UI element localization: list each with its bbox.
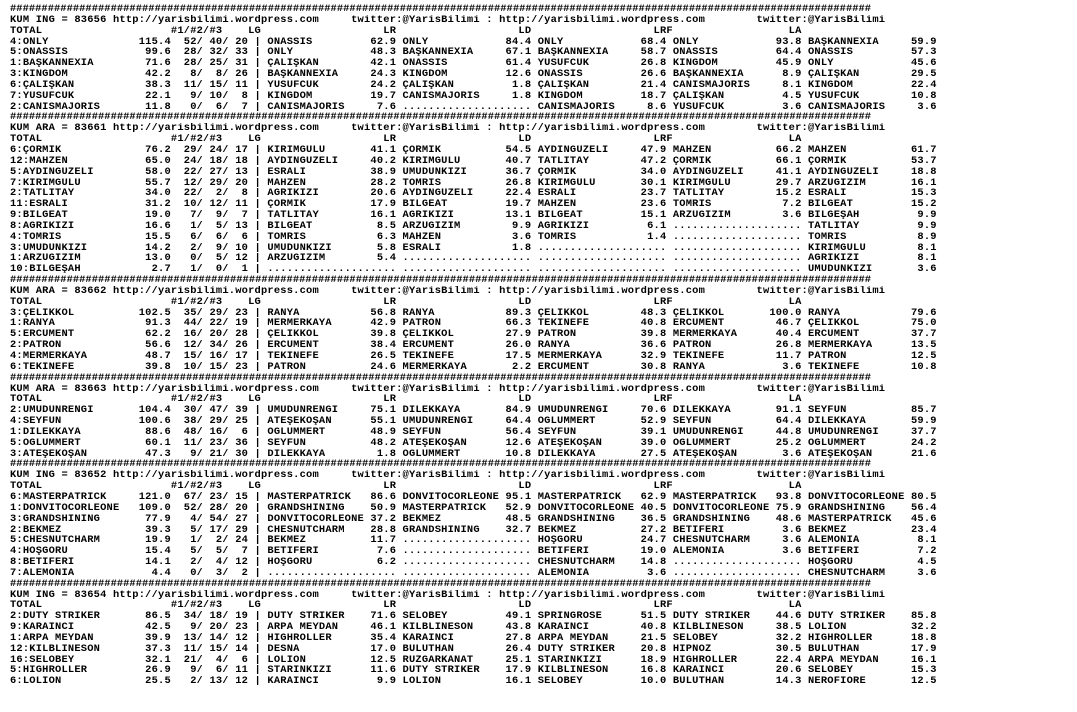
race-header: KUM ARA = 83661 http://yarisbilimi.wordpress.com twitter:@YarisBilimi : http://yarisbilimi.wordpress.com twitter:@YarisBilimi [10,123,886,135]
data-row: 11:ESRALİ 31.2 10/ 12/ 11 | ÇORMİK 17.9 BİLGEAT 19.7 MAHZEN 23.6 TOMRİS 7.2 BİLGEAT 15.2 [10,199,937,211]
separator-line: ######################################################################################################################################### [10,275,872,286]
data-row: 1:ARZUGİZİM 13.0 0/ 5/ 12 | ARZUGİZİM 5.4 .................... .................... .................... AĞRIKIZI 8.1 [10,253,937,265]
data-row: 5:CHESNUTCHARM 19.9 1/ 2/ 24 | BEKMEZ 11.7 .................... HOŞGÖRÜ 24.7 CHESNUTCHARM 3.6 ALEMONIA 8.1 [10,535,937,547]
data-row: 3:UMUDUNKIZI 14.2 2/ 9/ 10 | UMUDUNKIZI 5.8 ESRALİ 1.8 .................... .................... KIRIMGÜLÜ 8.1 [10,242,937,254]
column-header: TOTAL #1/#2/#3 LG LR LD LRF LA [10,481,802,492]
separator-line: ######################################################################################################################################### [10,112,872,124]
column-header: TOTAL #1/#2/#3 LG LR LD LRF LA [10,296,802,308]
data-row: 4:TOMRİS 15.5 6/ 6/ 6 | TOMRİS 6.3 MAHZEN 3.6 TOMRİS 1.4 .................... TOMRİS 8.9 [10,231,937,243]
data-row: 16:SELOBEY 32.1 21/ 4/ 6 | LOLION 12.5 RÜZGARKANAT 25.1 STARINKIZI 18.9 HIGHROLLER 22.4 ARPA MEYDAN 16.1 [10,654,937,666]
data-row: 3:GRANDSHINING 77.9 4/ 54/ 27 | DONVITOCORLEONE 37.2 BEKMEZ 48.5 GRANDSHINING 36.5 GRANDSHINING 48.6 MASTERPATRICK 45.6 [10,513,937,525]
race-header: KUM ARA = 83662 http://yarisbilimi.wordpress.com twitter:@YarisBilimi : http://yarisbilimi.wordpress.com twitter:@YarisBilimi [10,285,886,297]
data-row: 7:ALEMONIA 4.4 0/ 3/ 2 | .................... .................... ALEMONIA 3.6 .................... CHESNUTCHARM 3.6 [10,567,937,579]
data-row: 6:MASTERPATRICK 121.0 67/ 23/ 15 | MASTERPATRICK 86.6 DONVITOCORLEONE 95.1 MASTERPATRICK 62.9 MASTERPATRICK 93.8 DONVITOCORLEONE 80.5 [10,491,937,503]
data-row: 9:BİLGEAT 19.0 7/ 9/ 7 | TATLITAY 16.1 AĞRIKIZI 13.1 BİLGEAT 15.1 ARZUGİZİM 3.6 BİLGEŞAH 9.9 [10,210,937,221]
data-row: 6:LOLION 25.5 2/ 13/ 12 | KARAİNCİ 9.9 LOLION 16.1 SELOBEY 10.0 BULUTHAN 14.3 NEROFIORE 12.5 [10,676,937,688]
data-row: 12:KILBLINESON 37.3 11/ 15/ 14 | DESNA 17.0 BULUTHAN 26.4 DUTY STRIKER 20.8 HİPNOZ 30.5 BULUTHAN 17.9 [10,643,937,655]
data-row: 1:BAŞKANNEXIA 71.6 28/ 25/ 31 | ÇALIŞKAN 42.1 ONASSIS 61.4 YUSUFCUK 26.8 KINGDOM 45.9 ONLY 45.6 [10,58,937,70]
data-row: 3:ÇELİKKOL 102.5 35/ 29/ 23 | RANYA 56.8 RANYA 89.3 ÇELİKKOL 48.3 ÇELİKKOL 100.0 RANYA 79.6 [10,307,937,319]
race-header: KUM ING = 83656 http://yarisbilimi.wordpress.com twitter:@YarisBilimi : http://yarisbilimi.wordpress.com twitter:@YarisBilimi [10,14,886,26]
data-row: 12:MAHZEN 65.0 24/ 18/ 18 | AYDINGÜZELİ 40.2 KIRIMGÜLÜ 40.7 TATLITAY 47.2 ÇORMİK 66.1 ÇORMİK 53.7 [10,155,937,167]
column-header: TOTAL #1/#2/#3 LG LR LD LRF LA [10,25,802,37]
data-row: 5:AYDINGÜZELİ 58.0 22/ 27/ 13 | ESRALİ 38.9 UMUDUNKIZI 36.7 ÇORMİK 34.0 AYDINGÜZELİ 41.1 AYDINGÜZELİ 18.8 [10,166,937,178]
data-row: 5:ERCÜMENT 62.2 16/ 20/ 28 | ÇELİKKOL 39.8 ÇELİKKOL 27.9 PATRON 39.8 MERMERKAYA 40.4 ERCÜMENT 37.7 [10,329,937,341]
data-row: 9:KARAİNCİ 42.5 9/ 20/ 23 | ARPA MEYDAN 46.1 KILBLINESON 43.8 KARAİNCİ 40.8 KILBLINESON 38.5 LOLION 32.2 [10,622,937,633]
race-header: KUM ING = 83654 http://yarisbilimi.wordpress.com twitter:@YarisBilimi : http://yarisbilimi.wordpress.com twitter:@YarisBilimi [10,589,886,601]
data-row: 8:AĞRIKIZI 16.6 1/ 5/ 13 | BİLGEAT 8.5 ARZUGİZİM 9.9 AĞRIKIZI 6.1 .................... TATLITAY 9.9 [10,220,937,232]
data-row: 2:BEKMEZ 39.3 5/ 17/ 29 | CHESNUTCHARM 28.8 GRANDSHINING 32.7 BEKMEZ 27.2 BETİFERİ 3.6 BEKMEZ 23.4 [10,524,937,536]
data-row: 2:UMUDUNRENGİ 104.4 30/ 47/ 39 | UMUDUNRENGİ 75.1 DİLEKKAYA 84.9 UMUDUNRENGİ 70.6 DİLEKKAYA 91.1 SEYFUN 85.7 [10,405,937,417]
data-row: 4:ONLY 115.4 52/ 40/ 20 | ONASSIS 62.9 ONLY 84.4 ONLY 68.4 ONLY 93.8 BAŞKANNEXIA 59.9 [10,36,937,48]
data-row: 2:TATLITAY 34.0 22/ 2/ 8 | AĞRIKIZI 20.6 AYDINGÜZELİ 22.4 ESRALİ 23.7 TATLITAY 15.2 ESRALİ 15.3 [10,188,937,200]
data-row: 7:KIRIMGÜLÜ 55.7 12/ 29/ 20 | MAHZEN 28.2 TOMRİS 26.8 KIRIMGÜLÜ 30.1 KIRIMGÜLÜ 29.7 ARZUGİZİM 16.1 [10,177,937,189]
data-row: 3:ATEŞEKOŞAN 47.3 9/ 21/ 30 | DİLEKKAYA 1.8 OĞLUMMERT 10.8 DİLEKKAYA 27.5 ATEŞEKOŞAN 3.6 ATEŞEKOŞAN 21.6 [10,448,937,460]
data-row: 8:BETİFERİ 14.1 2/ 4/ 12 | HOŞGÖRÜ 6.2 .................... CHESNUTCHARM 14.8 .................... HOŞGÖRÜ 4.5 [10,557,937,568]
data-row: 6:ÇALIŞKAN 38.3 11/ 15/ 11 | YUSUFCUK 24.2 ÇALIŞKAN 1.8 ÇALIŞKAN 21.4 CANISMAJORIS 8.1 KINGDOM 22.4 [10,79,937,91]
separator-line: ######################################################################################################################################### [10,372,872,384]
data-row: 2:PATRON 56.6 12/ 34/ 26 | ERCÜMENT 38.4 ERCÜMENT 26.0 RANYA 36.6 PATRON 26.8 MERMERKAYA 13.5 [10,340,937,351]
data-row: 5:OĞLUMMERT 60.1 11/ 23/ 36 | SEYFUN 48.2 ATEŞEKOŞAN 12.6 ATEŞEKOŞAN 39.0 OĞLUMMERT 25.2 OĞLUMMERT 24.2 [10,437,937,449]
data-row: 2:CANISMAJORIS 11.8 0/ 6/ 7 | CANISMAJORIS 7.6 .................... CANISMAJORIS 8.6 YUSUFCUK 3.6 CANISMAJORIS 3.6 [10,101,937,113]
data-row: 2:DUTY STRIKER 86.5 34/ 18/ 19 | DUTY STRIKER 71.6 SELOBEY 49.1 SPRINGROSE 51.5 DUTY STRIKER 44.6 DUTY STRIKER 85.8 [10,611,937,623]
data-row: 6:ÇORMİK 76.2 29/ 24/ 17 | KIRIMGÜLÜ 41.1 ÇORMİK 54.5 AYDINGÜZELİ 47.9 MAHZEN 66.2 MAHZEN 61.7 [10,144,937,156]
column-header: TOTAL #1/#2/#3 LG LR LD LRF LA [10,600,802,612]
column-header: TOTAL #1/#2/#3 LG LR LD LRF LA [10,394,802,406]
separator-line: ######################################################################################################################################### [10,459,872,471]
data-row: 5:ONASSIS 99.6 28/ 32/ 33 | ONLY 48.3 BAŞKANNEXIA 67.1 BAŞKANNEXIA 58.7 ONASSIS 64.4 ONASSIS 57.3 [10,47,937,59]
data-row: 10:BİLGEŞAH 2.7 1/ 0/ 1 | .................... .................... .................... .................... UMUDUNKIZI 3.6 [10,264,937,276]
data-row: 4:HOŞGÖRÜ 15.4 5/ 5/ 7 | BETİFERİ 7.6 .................... BETİFERİ 19.0 ALEMONIA 3.6 BETİFERİ 7.2 [10,546,937,558]
race-header: KUM ING = 83652 http://yarisbilimi.wordpress.com twitter:@YarisBilimi : http://yarisbilimi.wordpress.com twitter:@YarisBilimi [10,470,886,482]
data-row: 4:SEYFUN 100.6 38/ 29/ 25 | ATEŞEKOŞAN 55.1 UMUDUNRENGİ 64.4 OĞLUMMERT 52.9 SEYFUN 64.4 DİLEKKAYA 59.9 [10,416,937,427]
separator-line: ######################################################################################################################################### [10,4,872,15]
data-row: 5:HIGHROLLER 26.9 9/ 6/ 11 | STARINKIZI 11.6 DUTY STRIKER 17.9 KILBLINESON 16.8 KARAİNCİ 20.6 SELOBEY 15.3 [10,665,937,677]
data-row: 6:TEKİNEFE 39.8 10/ 15/ 23 | PATRON 24.6 MERMERKAYA 2.2 ERCÜMENT 30.8 RANYA 3.6 TEKİNEFE 10.8 [10,361,937,373]
data-row: 4:MERMERKAYA 48.7 15/ 16/ 17 | TEKİNEFE 26.5 TEKİNEFE 17.5 MERMERKAYA 32.9 TEKİNEFE 11.7 PATRON 12.5 [10,351,937,362]
data-row: 1:RANYA 91.3 44/ 22/ 19 | MERMERKAYA 42.9 PATRON 66.3 TEKİNEFE 40.8 ERCÜMENT 46.7 ÇELİKKOL 75.0 [10,318,937,330]
race-header: KUM ARA = 83663 http://yarisbilimi.wordpress.com twitter:@YarisBilimi : http://yarisbilimi.wordpress.com twitter:@YarisBilimi [10,383,886,395]
data-row: 1:DONVITOCORLEONE 109.0 52/ 28/ 20 | GRANDSHINING 50.9 MASTERPATRICK 52.9 DONVITOCORLEONE 40.5 DONVITOCORLEONE 75.9 GRANDSHINING 56.4 [10,502,937,514]
data-row: 3:KINGDOM 42.2 8/ 8/ 26 | BAŞKANNEXIA 24.3 KINGDOM 12.6 ONASSIS 26.6 BAŞKANNEXIA 8.9 ÇALIŞKAN 29.5 [10,69,937,80]
separator-line: ######################################################################################################################################### [10,578,872,590]
data-row: 1:ARPA MEYDAN 39.9 13/ 14/ 12 | HIGHROLLER 35.4 KARAİNCİ 27.8 ARPA MEYDAN 21.5 SELOBEY 32.2 HIGHROLLER 18.8 [10,632,937,644]
column-header: TOTAL #1/#2/#3 LG LR LD LRF LA [10,134,802,145]
data-row: 1:DİLEKKAYA 88.6 48/ 16/ 6 | OĞLUMMERT 48.9 SEYFUN 56.4 SEYFUN 39.1 UMUDUNRENGİ 44.8 UMUDUNRENGİ 37.7 [10,426,937,438]
data-row: 7:YUSUFCUK 22.1 9/ 10/ 8 | KINGDOM 19.7 CANISMAJORIS 1.8 KINGDOM 18.7 ÇALIŞKAN 4.5 YUSUFCUK 10.8 [10,90,937,102]
